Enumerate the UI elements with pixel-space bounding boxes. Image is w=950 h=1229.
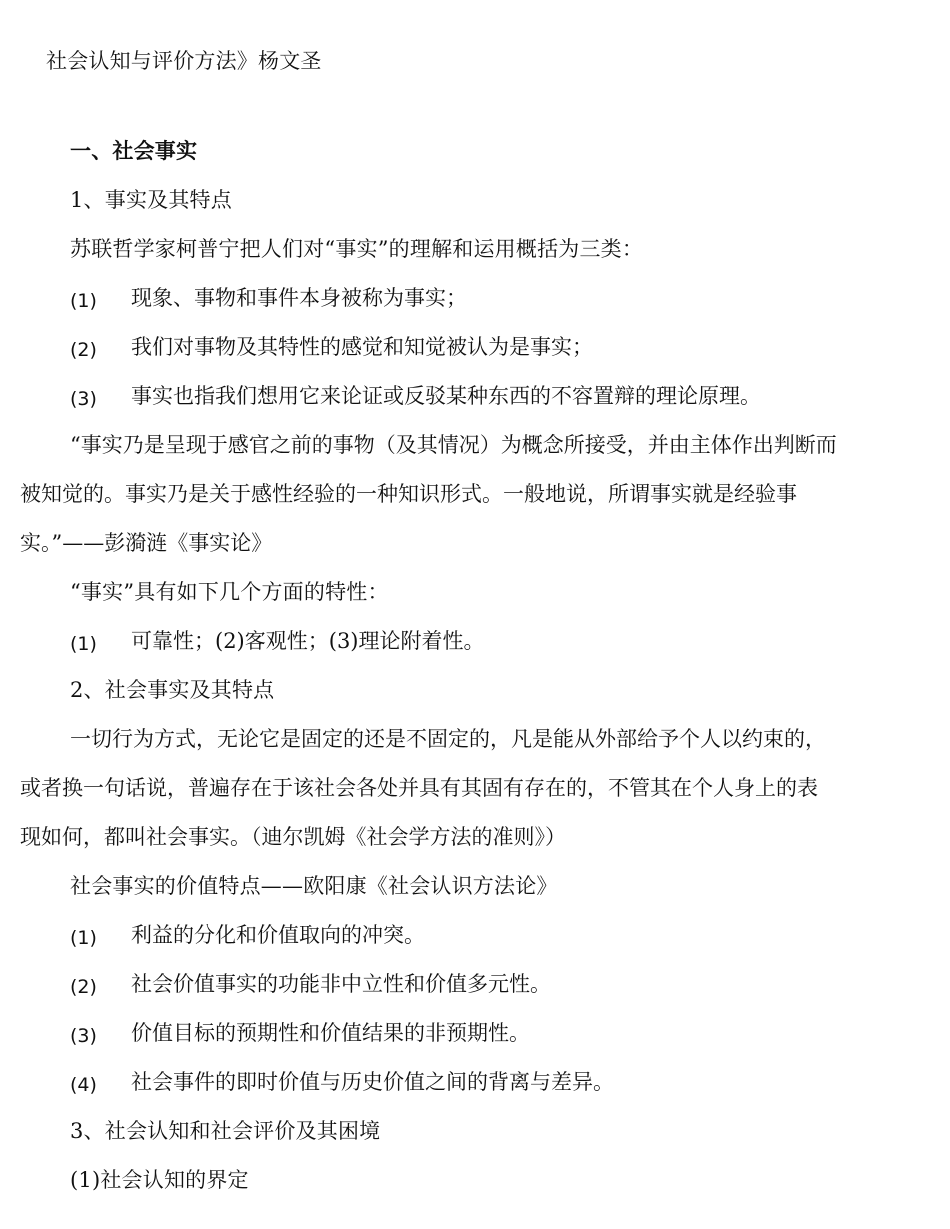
list-item: 现象、事物和事件本身被称为事实； <box>131 286 467 310</box>
list-item: 社会价值事实的功能非中立性和价值多元性。 <box>131 972 551 996</box>
list-item: 可靠性；(2)客观性；(3)理论附着性。 <box>131 629 485 653</box>
list-item: 价值目标的预期性和价值结果的非预期性。 <box>131 1021 530 1045</box>
features-intro: “事实”具有如下几个方面的特性： <box>70 580 389 604</box>
list-item: 利益的分化和价值取向的冲突。 <box>131 923 425 947</box>
paragraph-line: 一切行为方式，无论它是固定的还是不固定的，凡是能从外部给予个人以约束的， <box>70 727 826 751</box>
list-number: (1) <box>70 633 97 655</box>
paragraph-line: 现如何，都叫社会事实。（迪尔凯姆《社会学方法的准则》） <box>20 825 566 849</box>
list-number: (3) <box>70 1025 97 1047</box>
list-number: (2) <box>70 339 97 361</box>
list-number: (4) <box>70 1074 97 1096</box>
document-title: 社会认知与评价方法》杨文圣 <box>46 49 322 73</box>
intro-paragraph: 苏联哲学家柯普宁把人们对“事实”的理解和运用概括为三类： <box>70 237 644 261</box>
paragraph-line: 被知觉的。事实乃是关于感性经验的一种知识形式。一般地说，所谓事实就是经验事 <box>20 482 797 506</box>
list-number: (1) <box>70 290 97 312</box>
subheading-social-facts: 2、社会事实及其特点 <box>70 678 275 702</box>
section-heading-social-facts: 一、社会事实 <box>70 139 198 163</box>
list-item: 事实也指我们想用它来论证或反驳某种东西的不容置辩的理论原理。 <box>131 384 761 408</box>
paragraph-line: 或者换一句话说，普遍存在于该社会各处并具有其固有存在的，不管其在个人身上的表 <box>20 776 818 800</box>
subheading-social-cognition: 3、社会认知和社会评价及其困境 <box>70 1119 381 1143</box>
paragraph-line: “事实乃是呈现于感官之前的事物（及其情况）为概念所接受，并由主体作出判断而 <box>70 433 837 457</box>
list-number: (1) <box>70 927 97 949</box>
list-item: 社会事件的即时价值与历史价值之间的背离与差异。 <box>131 1070 614 1094</box>
list-item: 我们对事物及其特性的感觉和知觉被认为是事实； <box>131 335 593 359</box>
value-features-intro: 社会事实的价值特点——欧阳康《社会认识方法论》 <box>70 874 558 898</box>
subheading-facts-and-features: 1、事实及其特点 <box>70 188 232 212</box>
paragraph-line: 实。”——彭漪涟《事实论》 <box>20 531 273 555</box>
list-number: (2) <box>70 976 97 998</box>
subsection-item: (1)社会认知的界定 <box>70 1168 249 1192</box>
list-number: (3) <box>70 388 97 410</box>
